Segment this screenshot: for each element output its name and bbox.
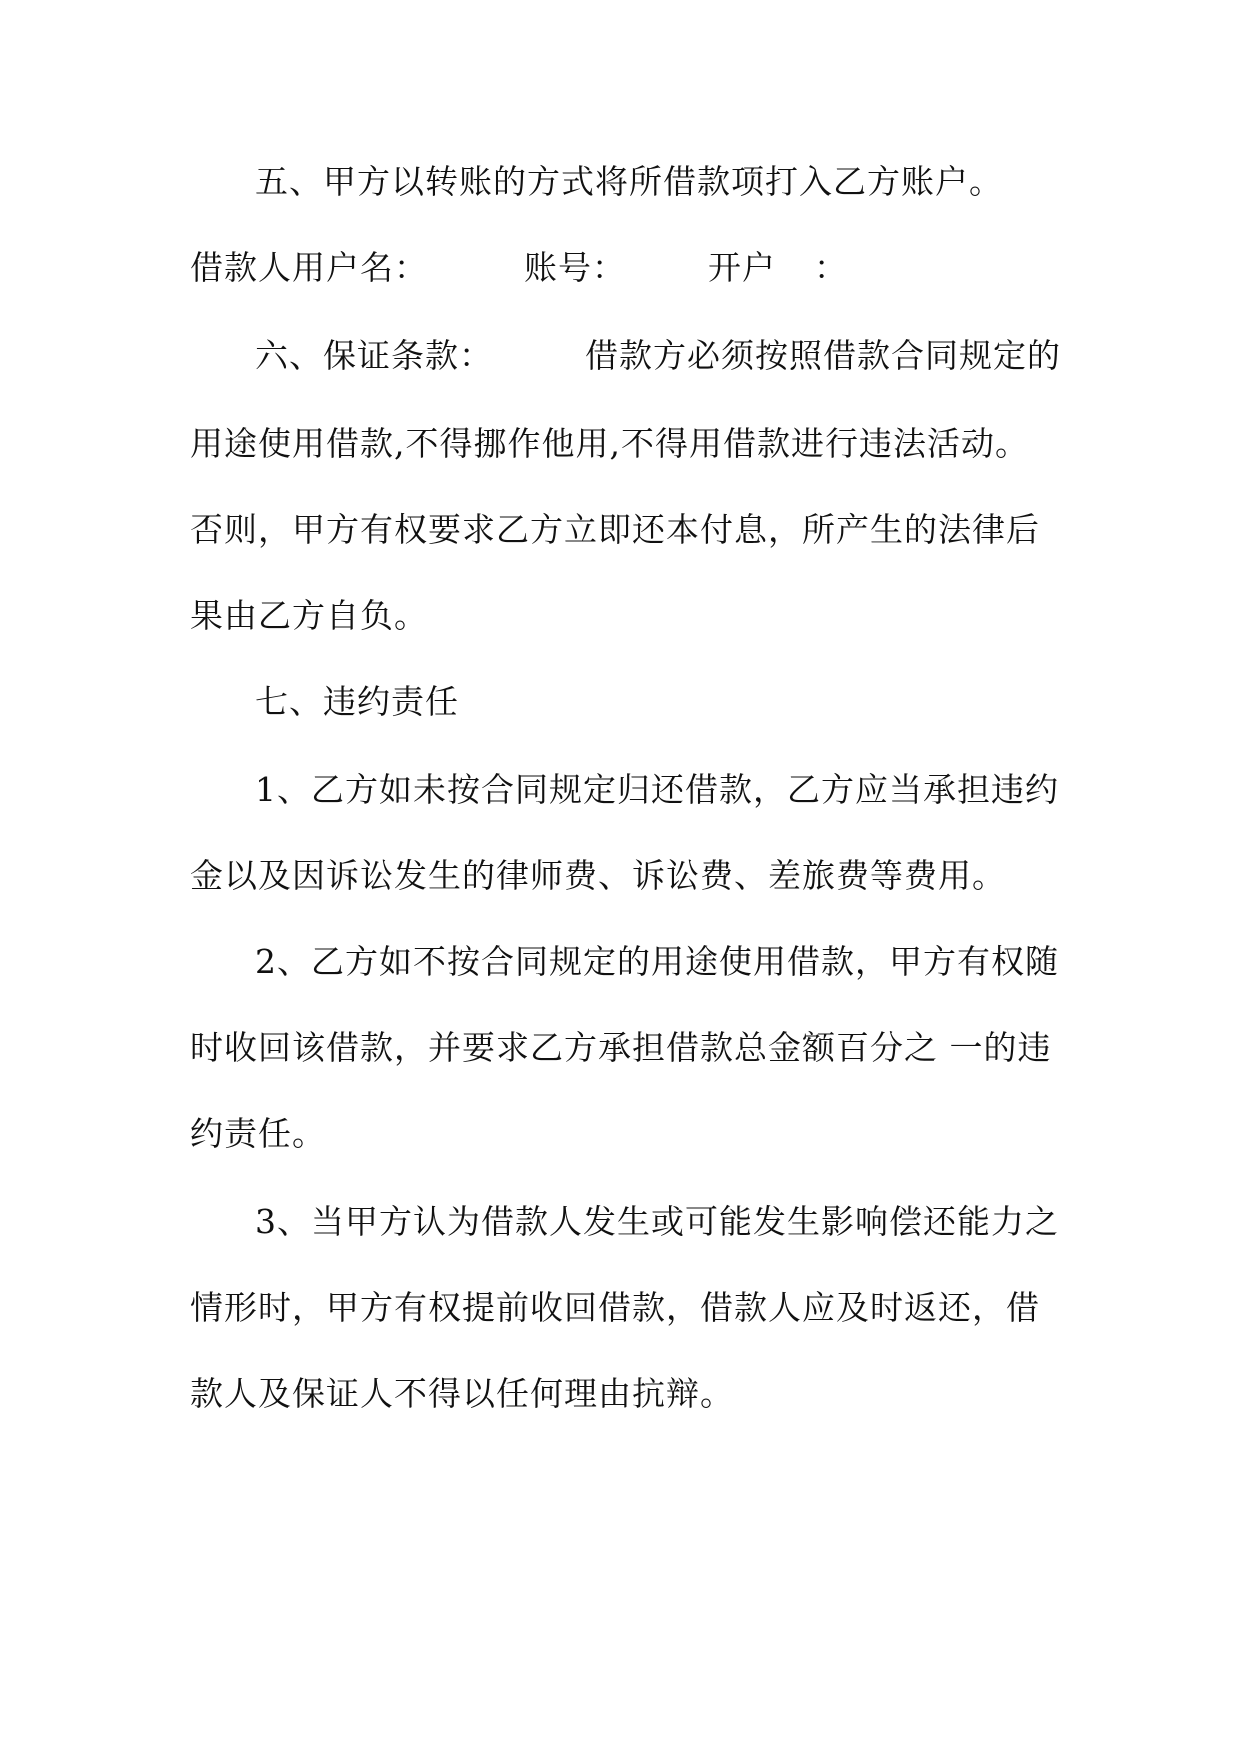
item-2-line-3: 约责任。 [190,1114,326,1153]
item-2-line-2: 时收回该借款，并要求乙方承担借款总金额百分之 一的违 [190,1028,1052,1067]
item-2-line-1: 2、乙方如不按合同规定的用途使用借款，甲方有权随 [255,942,1059,981]
paragraph-6-line-2: 用途使用借款,不得挪作他用,不得用借款进行违法活动。 [190,424,1029,463]
paragraph-6-line-4: 果由乙方自负。 [190,596,428,635]
item-1-line-1: 1、乙方如未按合同规定归还借款，乙方应当承担违约 [255,770,1059,809]
item-3-line-3: 款人及保证人不得以任何理由抗辩。 [190,1374,734,1413]
paragraph-6-heading: 六、保证条款： [255,336,493,375]
paragraph-6-line-1 [255,336,1061,376]
bank-colon: ： [814,248,848,287]
paragraph-6-text-start: 借款方必须按照借款合同规定的 [585,336,1061,375]
paragraph-6-line-3: 否则，甲方有权要求乙方立即还本付息，所产生的法律后 [190,510,1040,549]
paragraph-5: 五、甲方以转账的方式将所借款项打入乙方账户。 [255,162,1003,201]
item-3-line-2: 情形时，甲方有权提前收回借款，借款人应及时返还，借 [190,1288,1040,1327]
section-7-heading: 七、违约责任 [255,682,459,721]
item-1-line-2: 金以及因诉讼发生的律师费、诉讼费、差旅费等费用。 [190,856,1006,895]
borrower-name-label: 借款人用户名： [190,248,428,287]
account-number-label: 账号： [524,248,626,287]
item-3-line-1: 3、当甲方认为借款人发生或可能发生影响偿还能力之 [255,1202,1059,1241]
bank-label: 开户 [708,248,776,287]
account-info-line [190,248,848,288]
